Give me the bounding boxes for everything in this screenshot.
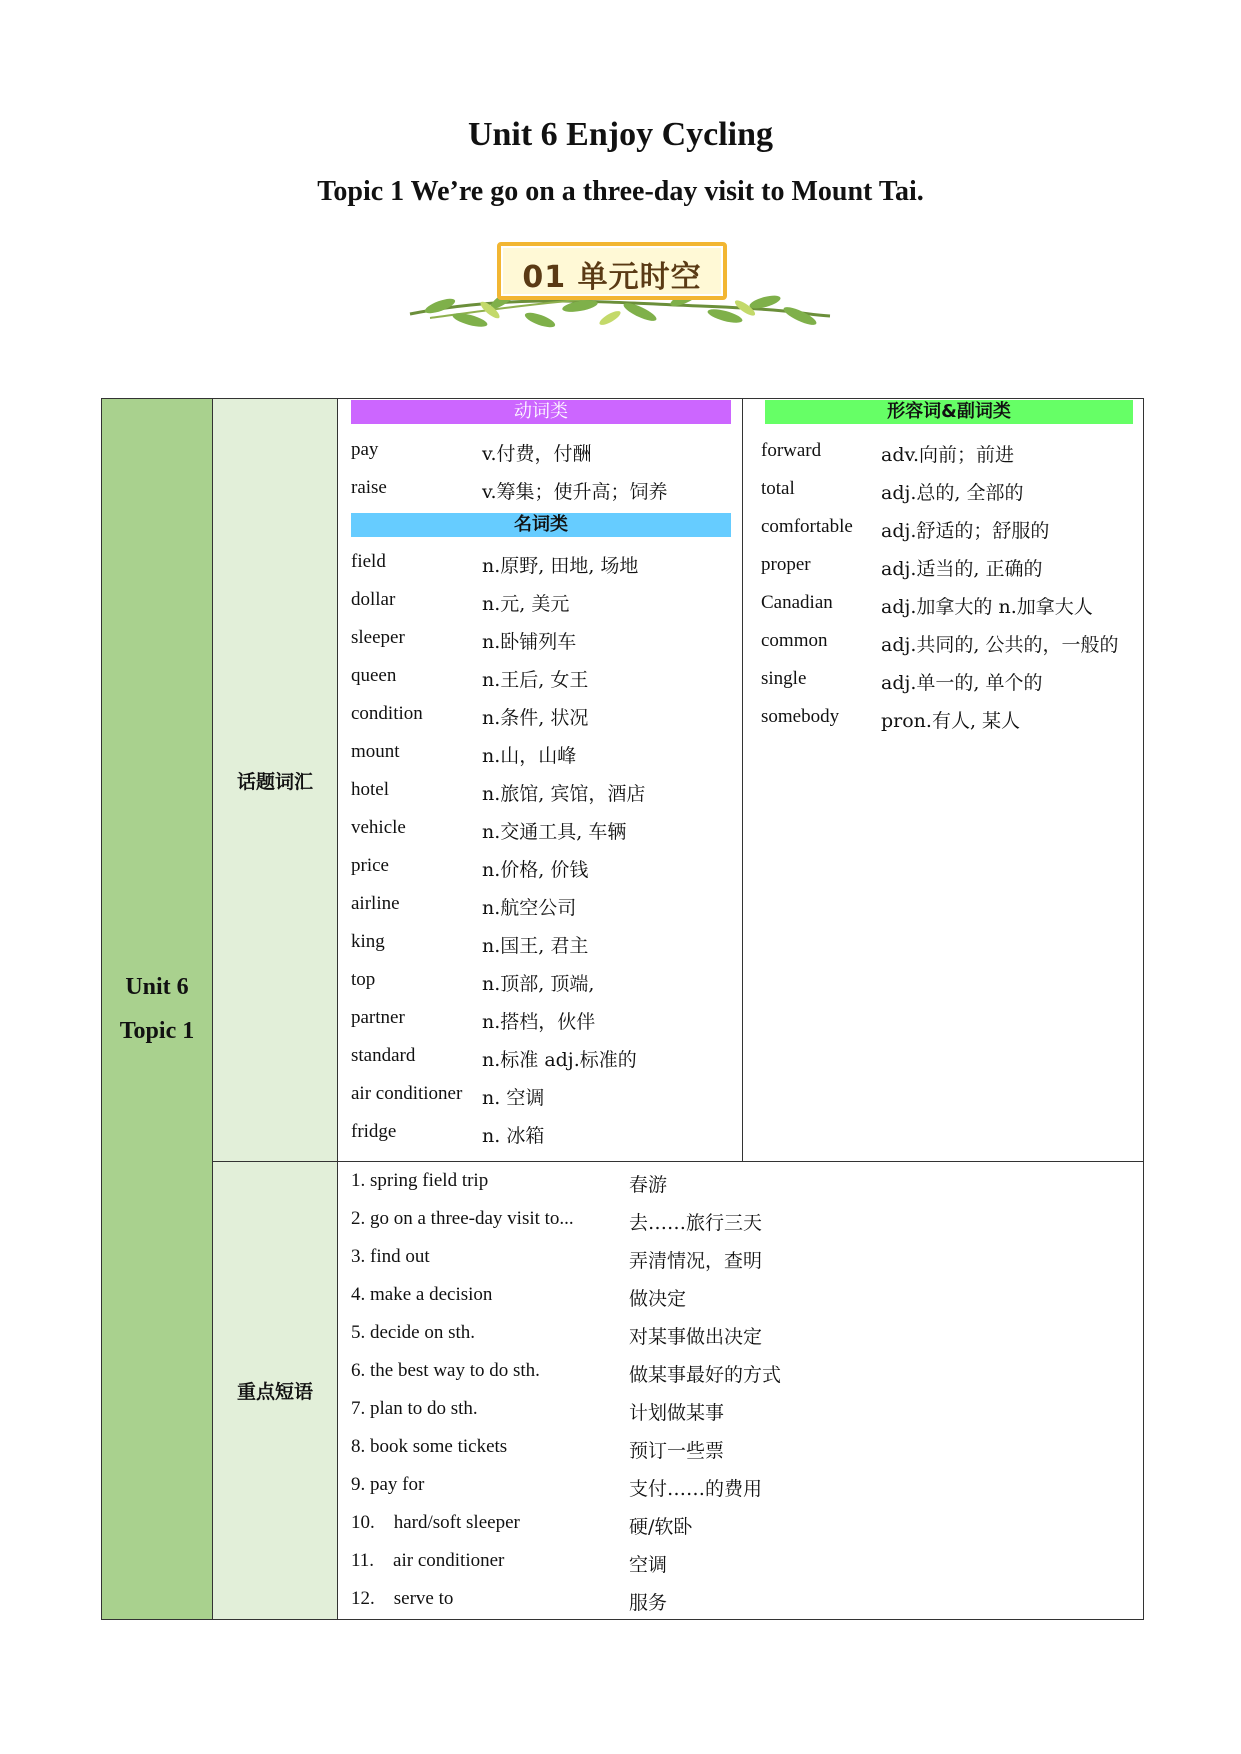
- word-en: king: [351, 931, 385, 952]
- phrase-en: 12. serve to: [351, 1588, 454, 1609]
- section-banner: [400, 236, 840, 336]
- phrase-cn: 做某事最好的方式: [629, 1364, 782, 1386]
- phrase-en: 1. spring field trip: [351, 1170, 489, 1191]
- word-en: top: [351, 969, 376, 990]
- phrase-cn: 支付……的费用: [629, 1478, 763, 1500]
- word-en: vehicle: [351, 817, 406, 838]
- phrases-category-label: 重点短语: [236, 1381, 313, 1403]
- vocab-category-label: 话题词汇: [236, 770, 313, 793]
- word-cn: n. 空调: [482, 1087, 545, 1109]
- word-en: somebody: [761, 706, 840, 727]
- adj-adv-cell: [742, 398, 1144, 1162]
- word-en: airline: [351, 893, 400, 914]
- vocab-table: [101, 398, 1144, 1620]
- word-cn: adv.向前；前进: [881, 444, 1015, 466]
- phrases-cell: [337, 1161, 1144, 1620]
- word-en: standard: [351, 1045, 416, 1066]
- word-cn: adj.总的, 全部的: [881, 482, 1024, 504]
- phrase-en: 10. hard/soft sleeper: [351, 1512, 520, 1533]
- phrase-cn: 做决定: [629, 1288, 687, 1310]
- phrase-en: 9. pay for: [351, 1474, 425, 1495]
- word-en: proper: [761, 554, 811, 575]
- word-cn: n. 冰箱: [482, 1125, 545, 1147]
- unit-label-line2: Topic 1: [119, 1018, 195, 1044]
- word-cn: adj.舒适的；舒服的: [881, 520, 1050, 542]
- verbs-header: 动词类: [351, 400, 731, 424]
- phrase-en: 2. go on a three-day visit to...: [351, 1208, 574, 1229]
- word-en: queen: [351, 665, 397, 686]
- phrase-cn: 春游: [629, 1174, 668, 1196]
- word-en: condition: [351, 703, 423, 724]
- word-en: price: [351, 855, 389, 876]
- phrase-en: 4. make a decision: [351, 1284, 493, 1305]
- phrase-en: 7. plan to do sth.: [351, 1398, 478, 1419]
- word-cn: n.条件, 状况: [482, 707, 589, 729]
- word-en: single: [761, 668, 807, 689]
- word-cn: n.交通工具, 车辆: [482, 821, 627, 843]
- verb-noun-cell: [337, 398, 743, 1162]
- banner-box: [497, 242, 727, 300]
- word-en: field: [351, 551, 386, 572]
- word-cn: n.价格, 价钱: [482, 859, 589, 881]
- unit-cell: [101, 398, 213, 1620]
- phrase-cn: 计划做某事: [629, 1402, 725, 1424]
- phrases-category-cell: [212, 1161, 338, 1620]
- word-cn: n.卧铺列车: [482, 631, 577, 653]
- word-cn: n.山，山峰: [482, 745, 577, 767]
- word-cn: pron.有人, 某人: [881, 710, 1021, 732]
- word-en: fridge: [351, 1121, 397, 1142]
- word-cn: v.付费，付酬: [482, 443, 592, 465]
- unit-label-line1: Unit 6: [125, 974, 189, 1000]
- phrase-en: 5. decide on sth.: [351, 1322, 476, 1343]
- word-en: partner: [351, 1007, 405, 1028]
- word-en: mount: [351, 741, 400, 762]
- page-title: Unit 6 Enjoy Cycling: [467, 116, 774, 153]
- word-cn: adj.单一的, 单个的: [881, 672, 1043, 694]
- word-cn: n.元, 美元: [482, 593, 570, 615]
- word-en: dollar: [351, 589, 396, 610]
- page-subtitle: Topic 1 We’re go on a three-day visit to Mount Tai.: [317, 176, 924, 207]
- unit-label: [120, 965, 194, 1053]
- word-cn: n.顶部, 顶端,: [482, 973, 595, 995]
- word-cn: n.旅馆, 宾馆，酒店: [482, 783, 646, 805]
- phrase-en: 11. air conditioner: [351, 1550, 505, 1571]
- phrase-cn: 对某事做出决定: [629, 1326, 763, 1348]
- phrase-en: 3. find out: [351, 1246, 430, 1267]
- vocab-category-cell: [212, 398, 338, 1162]
- word-cn: v.筹集；使升高；饲养: [482, 481, 668, 503]
- phrase-en: 8. book some tickets: [351, 1436, 508, 1457]
- word-en: pay: [351, 439, 379, 460]
- word-cn: n.国王, 君主: [482, 935, 589, 957]
- word-en: Canadian: [761, 592, 833, 613]
- word-cn: adj.适当的, 正确的: [881, 558, 1043, 580]
- word-en: hotel: [351, 779, 389, 800]
- nouns-header: 名词类: [351, 513, 731, 537]
- word-en: raise: [351, 477, 387, 498]
- adj-header: 形容词&副词类: [765, 400, 1133, 424]
- phrase-cn: 预订一些票: [629, 1440, 725, 1462]
- banner-text: 01 单元时空: [522, 260, 702, 295]
- word-cn: n.搭档，伙伴: [482, 1011, 596, 1033]
- word-en: air conditioner: [351, 1083, 463, 1104]
- word-en: total: [761, 478, 795, 499]
- word-en: comfortable: [761, 516, 853, 537]
- word-cn: adj.共同的, 公共的，一般的: [881, 634, 1119, 656]
- word-cn: adj.加拿大的 n.加拿大人: [881, 596, 1093, 618]
- phrase-cn: 去……旅行三天: [629, 1212, 763, 1234]
- phrase-cn: 硬/软卧: [629, 1516, 693, 1538]
- phrase-en: 6. the best way to do sth.: [351, 1360, 540, 1381]
- word-cn: n.原野, 田地, 场地: [482, 555, 639, 577]
- word-cn: n.标准 adj.标准的: [482, 1049, 637, 1071]
- phrase-cn: 弄清情况，查明: [629, 1250, 763, 1272]
- phrase-cn: 服务: [629, 1592, 668, 1614]
- word-en: forward: [761, 440, 822, 461]
- phrase-cn: 空调: [629, 1554, 668, 1576]
- word-en: sleeper: [351, 627, 405, 648]
- word-cn: n.王后, 女王: [482, 669, 589, 691]
- word-en: common: [761, 630, 828, 651]
- word-cn: n.航空公司: [482, 897, 577, 919]
